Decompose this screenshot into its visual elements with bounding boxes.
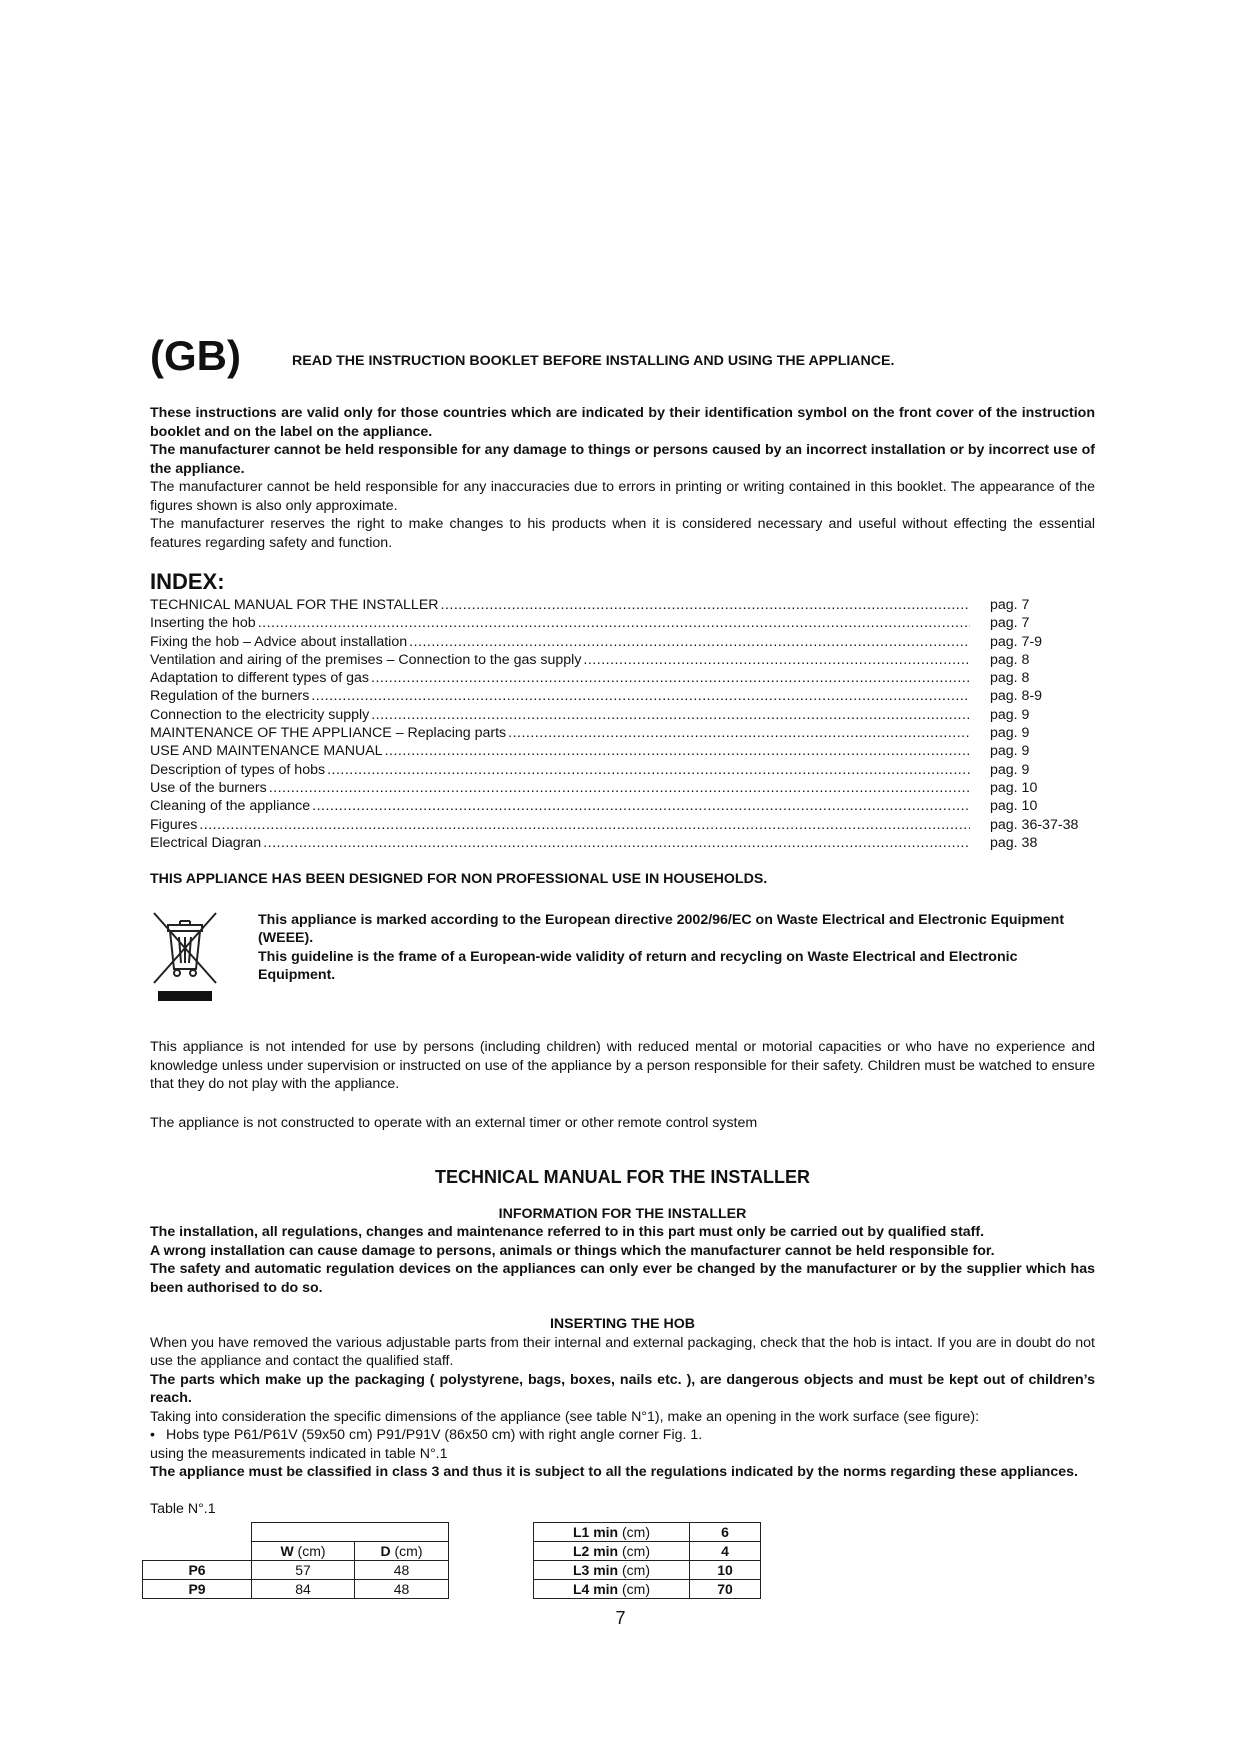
- technical-manual-title: TECHNICAL MANUAL FOR THE INSTALLER: [435, 1167, 810, 1188]
- page-content: [150, 330, 1095, 1622]
- leader-dots: [385, 742, 970, 761]
- language-code: (GB): [150, 332, 241, 379]
- index-item[interactable]: Electrical Diagran ..... pag. 38: [150, 834, 1095, 852]
- leader-dots: [371, 706, 970, 725]
- leader-dots: [199, 816, 970, 835]
- table-row: P6 57 48: [143, 1561, 449, 1580]
- info-installer-title: INFORMATION FOR THE INSTALLER: [498, 1205, 747, 1222]
- index-item[interactable]: TECHNICAL MANUAL FOR THE INSTALLER ..... pag. 7: [150, 596, 1095, 614]
- info-p1: The installation, all regulations, changes and maintenance referred to in this part must only be carried out by qualified staff.: [150, 1224, 985, 1241]
- index-list: [150, 596, 1095, 852]
- index-item[interactable]: Cleaning of the appliance ..... pag. 10: [150, 797, 1095, 815]
- table-caption: Table N°.1: [150, 1500, 216, 1517]
- leader-dots: [327, 761, 970, 780]
- index-item[interactable]: MAINTENANCE OF THE APPLIANCE – Replacing parts ..... pag. 9: [150, 724, 1095, 742]
- index-item[interactable]: Regulation of the burners ..... pag. 8-9: [150, 687, 1095, 705]
- insert-p5: The appliance must be classified in class 3 and thus it is subject to all the regulations indicated by the norms regarding these appliances.: [150, 1464, 1078, 1481]
- intro-p2: The manufacturer cannot be held responsible for any damage to things or persons caused by an incorrect installation or by incorrect use of the appliance.: [150, 442, 1095, 477]
- leader-dots: [583, 651, 970, 670]
- weee-line2: This guideline is the frame of a European-wide validity of return and recycling on Waste Electrical and Electronic Equipment.: [258, 948, 1018, 984]
- index-item[interactable]: Adaptation to different types of gas ..... pag. 8: [150, 669, 1095, 687]
- table-row: L3 min (cm) 10: [534, 1561, 761, 1580]
- leader-dots: [258, 614, 970, 633]
- safety-paragraph: This appliance is not intended for use by persons (including children) with reduced mental or motorial capacities or who have no experience and knowledge unless under supervision or instructed on use of the appliance by a person responsible for their safety. Children must be watched to ensure that they do not play with the appliance.: [150, 1039, 1095, 1093]
- leader-dots: [269, 779, 970, 798]
- insert-p4: using the measurements indicated in table N°.1: [150, 1445, 448, 1462]
- insert-p3: Taking into consideration the specific dimensions of the appliance (see table N°1), make an opening in the work surface (see figure):: [150, 1408, 980, 1425]
- index-item[interactable]: Fixing the hob – Advice about installation ..... pag. 7-9: [150, 633, 1095, 651]
- col-w-header: W (cm): [252, 1542, 355, 1561]
- inserting-hob-title: INSERTING THE HOB: [549, 1316, 696, 1333]
- weee-notice: [150, 911, 1095, 1009]
- index-item[interactable]: USE AND MAINTENANCE MANUAL ..... pag. 9: [150, 742, 1095, 760]
- dimensions-table: [142, 1522, 449, 1599]
- leader-dots: [312, 797, 970, 816]
- table-row: L2 min (cm) 4: [534, 1542, 761, 1561]
- table-row: L1 min (cm) 6: [534, 1523, 761, 1542]
- leader-dots: [508, 724, 970, 743]
- page-number: 7: [615, 1608, 626, 1628]
- index-item[interactable]: Description of types of hobs ..... pag. 9: [150, 761, 1095, 779]
- crossed-out-wheelie-bin-icon: [150, 911, 258, 1009]
- intro-p3: The manufacturer cannot be held responsible for any inaccuracies due to errors in printing or writing contained in this booklet. The appearance of the figures shown is also only approximate.: [150, 479, 1095, 514]
- leader-dots: [441, 596, 970, 615]
- header: [150, 330, 1095, 379]
- index-item[interactable]: Use of the burners ..... pag. 10: [150, 779, 1095, 797]
- leader-dots: [409, 633, 970, 652]
- index-item[interactable]: Figures ..... pag. 36-37-38: [150, 816, 1095, 834]
- bullet-mark: •: [150, 1427, 155, 1444]
- leader-dots: [311, 687, 970, 706]
- intro-section: [150, 404, 1095, 552]
- index-item[interactable]: Inserting the hob ..... pag. 7: [150, 614, 1095, 632]
- bullet-text: Hobs type P61/P61V (59x50 cm) P91/P91V (86x50 cm) with right angle corner Fig. 1.: [166, 1427, 703, 1444]
- leader-dots: [263, 834, 970, 853]
- intro-p1: These instructions are valid only for those countries which are indicated by their identification symbol on the front cover of the instruction booklet and on the label on the appliance.: [150, 405, 1095, 440]
- insert-p1: When you have removed the various adjustable parts from their internal and external packaging, check that the hob is intact. If you are in doubt do not use the appliance and contact the qualified staff.: [150, 1334, 1095, 1370]
- index-item[interactable]: Ventilation and airing of the premises – Connection to the gas supply ..... pag. 8: [150, 651, 1095, 669]
- timer-paragraph: The appliance is not constructed to operate with an external timer or other remote control system: [150, 1114, 758, 1131]
- weee-line1: This appliance is marked according to the European directive 2002/96/EC on Waste Electrical and Electronic Equipment (WEEE).: [258, 911, 1065, 947]
- index-item[interactable]: Connection to the electricity supply ..... pag. 9: [150, 706, 1095, 724]
- index-title: INDEX:: [150, 569, 225, 594]
- table-row: P9 84 48: [143, 1580, 449, 1599]
- table-row: L4 min (cm) 70: [534, 1580, 761, 1599]
- col-d-header: D (cm): [355, 1542, 449, 1561]
- clearance-table: [533, 1522, 761, 1599]
- insert-p2: The parts which make up the packaging ( polystyrene, bags, boxes, nails etc. ), are dangerous objects and must be kept out of children’s reach.: [150, 1371, 1095, 1407]
- bullet-item: [150, 1426, 1095, 1445]
- info-p3: The safety and automatic regulation devices on the appliances can only ever be changed by the manufacturer or by the supplier which has been authorised to do so.: [150, 1261, 1095, 1296]
- leader-dots: [371, 669, 970, 688]
- non-professional-notice: THIS APPLIANCE HAS BEEN DESIGNED FOR NON PROFESSIONAL USE IN HOUSEHOLDS.: [150, 871, 768, 888]
- info-p2: A wrong installation can cause damage to persons, animals or things which the manufacturer cannot be held responsible for.: [150, 1242, 995, 1259]
- header-title: READ THE INSTRUCTION BOOKLET BEFORE INSTALLING AND USING THE APPLIANCE.: [292, 352, 895, 369]
- intro-p4: The manufacturer reserves the right to make changes to his products when it is considered necessary and useful without effecting the essential features regarding safety and function.: [150, 516, 1095, 551]
